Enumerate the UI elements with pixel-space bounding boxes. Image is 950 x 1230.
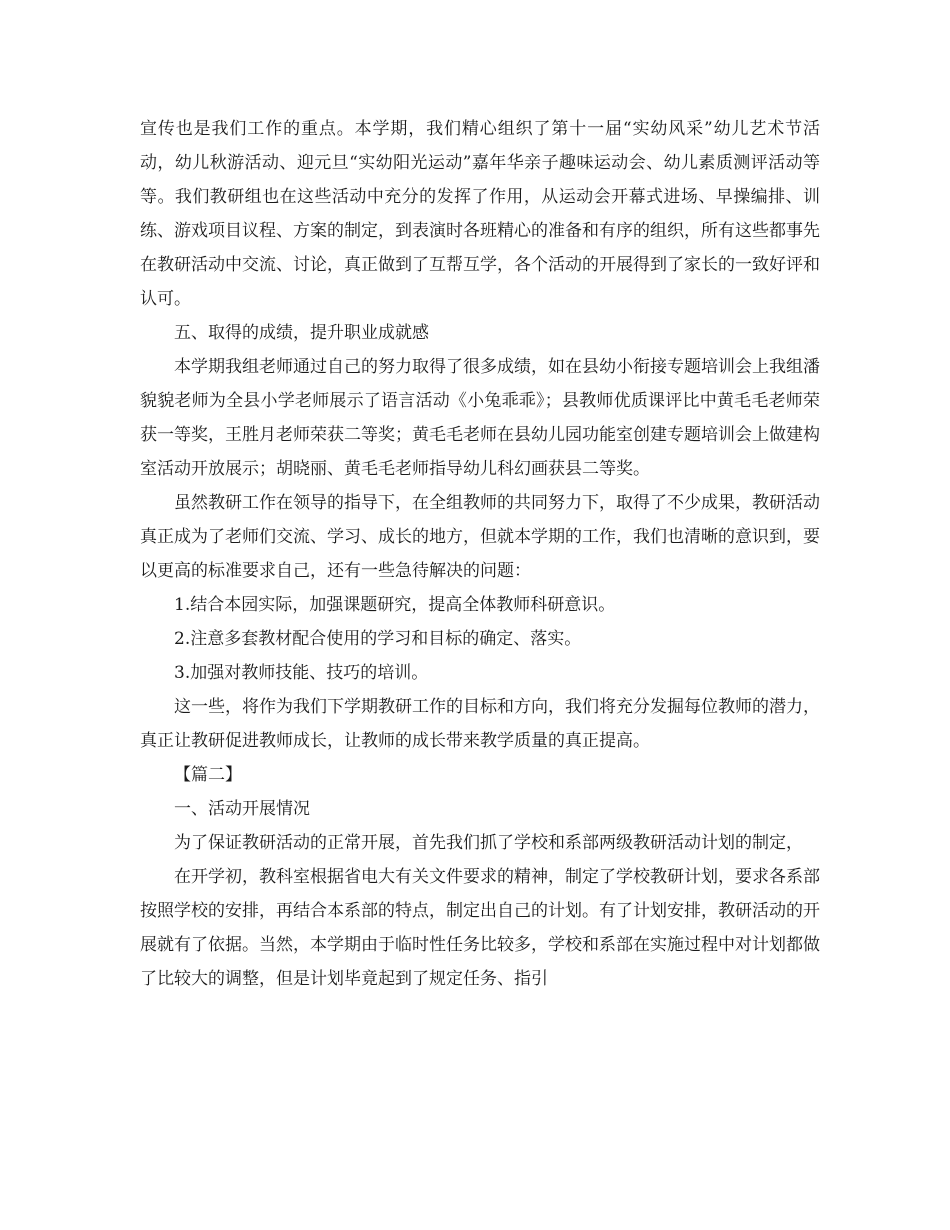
paragraph-plan: 为了保证教研活动的正常开展，首先我们抓了学校和系部两级教研活动计划的制定，	[174, 833, 803, 853]
paragraph-semester-start: 在开学初，教科室根据省电大有关文件要求的精神，制定了学校教研计划，要求各系部按照学校的安排，再结合本系部的特点，制定出自己的计划。有了计划安排，教研活动的开展就有了依据。当然，本学期由于临时性任务比较多，学校和系部在实施过程中对计划都做了比较大的调整，但是计划毕竟起到了规定任务、指引	[140, 867, 820, 989]
part-heading: 【篇二】	[174, 765, 242, 785]
list-item-2: 2.注意多套教材配合使用的学习和目标的确定、落实。	[174, 629, 582, 649]
paragraph-continuation: 宣传也是我们工作的重点。本学期，我们精心组织了第十一届“实幼风采”幼儿艺术节活动，幼儿秋游活动、迎元旦“实幼阳光运动”嘉年华亲子趣味运动会、幼儿素质测评活动等等。我们教研组也在这些活动中充分的发挥了作用，从运动会开幕式进场、早操编排、训练、游戏项目议程、方案的制定，到表演时各班精心的准备和有序的组织，所有这些都事先在教研活动中交流、讨论，真正做到了互帮互学，各个活动的开展得到了家长的一致好评和认可。	[140, 119, 820, 309]
paragraph-problems-intro: 虽然教研工作在领导的指导下，在全组教师的共同努力下，取得了不少成果，教研活动真正成为了老师们交流、学习、成长的地方，但就本学期的工作，我们也清晰的意识到，要以更高的标准要求自己，还有一些急待解决的问题：	[140, 493, 820, 581]
paragraph-achievements: 本学期我组老师通过自己的努力取得了很多成绩，如在县幼小衔接专题培训会上我组潘貌貌老师为全县小学老师展示了语言活动《小兔乖乖》；县教师优质课评比中黄毛毛老师荣获一等奖，王胜月老师荣获二等奖；黄毛毛老师在县幼儿园功能室创建专题培训会上做建构室活动开放展示；胡晓丽、黄毛毛老师指导幼儿科幻画获县二等奖。	[140, 357, 820, 479]
list-item-3: 3.加强对教师技能、技巧的培训。	[174, 663, 429, 683]
section-heading-activities: 一、活动开展情况	[174, 799, 310, 819]
section-heading-achievements: 五、取得的成绩，提升职业成就感	[174, 323, 429, 343]
document-body	[140, 112, 820, 996]
list-item-1: 1.结合本园实际，加强课题研究，提高全体教师科研意识。	[174, 595, 616, 615]
paragraph-conclusion: 这一些，将作为我们下学期教研工作的目标和方向，我们将充分发掘每位教师的潜力，真正让教研促进教师成长，让教师的成长带来教学质量的真正提高。	[140, 697, 820, 751]
